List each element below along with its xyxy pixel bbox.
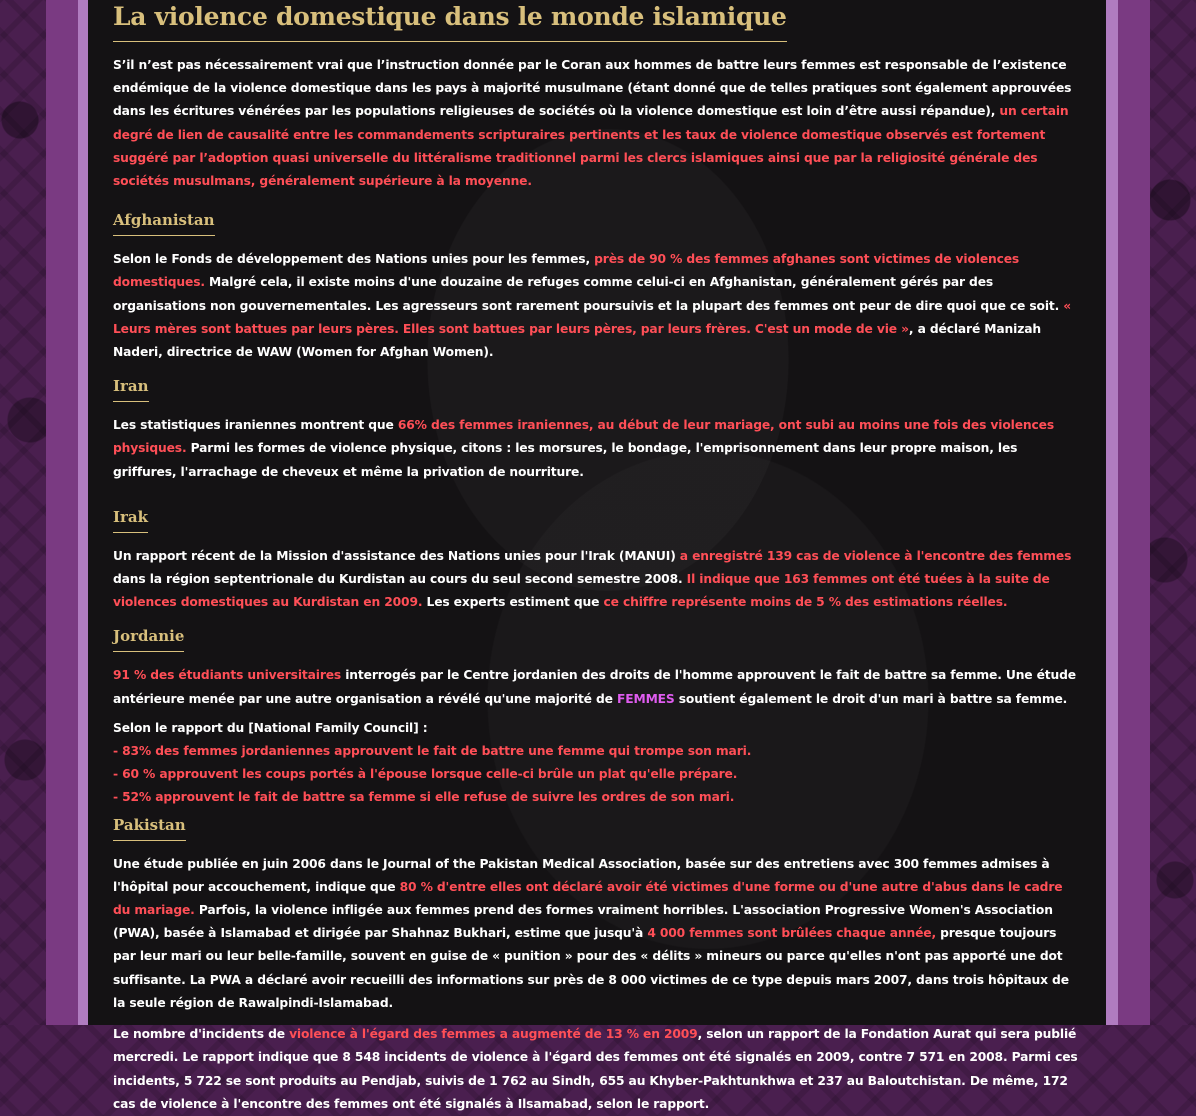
heading-jordanie: Jordanie <box>113 627 184 652</box>
iran-paragraph: Les statistiques iraniennes montrent que 66% des femmes iraniennes, au début de leur mariage, ont subi au moins une fois des violences physiques. Parmi les formes de violence physique, citons : les morsures, le bondage, l'emprisonnement dans leur propre maison, les griffures, l'arrachage de cheveux et même la privation de nourriture. <box>113 418 1055 479</box>
heading-iran: Iran <box>113 377 149 402</box>
jordanie-paragraph: 91 % des étudiants universitaires interrogés par le Centre jordanien des droits de l'homme approuvent le fait de battre sa femme. Une étude antérieure menée par une autre organisation a révélé qu'une majorité de FEMMES soutient également le droit d'un mari à battre sa femme. <box>113 668 1076 706</box>
pakistan-paragraph-2: Le nombre d'incidents de violence à l'égard des femmes a augmenté de 13 % en 2009, selon un rapport de la Fondation Aurat qui sera publié mercredi. Le rapport indique que 8 548 incidents de violence à l'égard des femmes ont été signalés en 2009, contre 7 571 en 2008. Parmi ces incidents, 5 722 se sont produits au Pendjab, suivis de 1 762 au Sindh, 655 au Khyber-Pakhtunkhwa et 237 au Baloutchistan. De même, 172 cas de violence à l'encontre des femmes ont été signalés à Ilsamabad, selon le rapport. <box>113 1027 1078 1111</box>
heading-pakistan: Pakistan <box>113 816 186 841</box>
intro-paragraph: S’il n’est pas nécessairement vrai que l’instruction donnée par le Coran aux hommes de battre leurs femmes est responsable de l’existence endémique de la violence domestique dans les pays à majorité musulmane (étant donné que de telles pratiques sont également approuvées dans les écritures vénérées par les populations religieuses de sociétés où la violence domestique est loin d’être aussi répandue), un certain degré de lien de causalité entre les commandements scripturaires pertinents et les taux de violence domestique observés est fortement suggéré par l’adoption quasi universelle du littéralisme traditionnel parmi les clercs islamiques ainsi que par la religiosité générale des sociétés musulmans, généralement supérieure à la moyenne. <box>113 58 1072 189</box>
irak-paragraph: Un rapport récent de la Mission d'assistance des Nations unies pour l'Irak (MANUI) a enregistré 139 cas de violence à l'encontre des femmes dans la région septentrionale du Kurdistan au cours du seul second semestre 2008. Il indique que 163 femmes ont été tuées à la suite de violences domestiques au Kurdistan en 2009. Les experts estiment que ce chiffre représente moins de 5 % des estimations réelles. <box>113 548 1072 610</box>
heading-afghanistan: Afghanistan <box>113 211 215 236</box>
jordanie-item: - 60 % approuvent les coups portés à l'épouse lorsque celle-ci brûle un plat qu'elle prépare. <box>113 767 738 782</box>
jordanie-report-label: Selon le rapport du [National Family Council] : <box>113 720 428 735</box>
heading-irak: Irak <box>113 508 148 533</box>
jordanie-item: - 52% approuvent le fait de battre sa femme si elle refuse de suivre les ordres de son mari. <box>113 790 735 805</box>
pakistan-paragraph-1: Une étude publiée en juin 2006 dans le Journal of the Pakistan Medical Association, basée sur des entretiens avec 300 femmes admises à l'hôpital pour accouchement, indique que 80 % d'entre elles ont déclaré avoir été victimes d'une forme ou d'une autre d'abus dans le cadre du mariage. Parfois, la violence infligée aux femmes prend des formes vraiment horribles. L'association Progressive Women's Association (PWA), basée à Islamabad et dirigée par Shahnaz Bukhari, estime que jusqu'à 4 000 femmes sont brûlées chaque année, presque toujours par leur mari ou leur belle-famille, souvent en guise de « punition » pour des « délits » mineurs ou parce qu'elles n'ont pas apporté une dot suffisante. La PWA a déclaré avoir recueilli des informations sur près de 8 000 victimes de ce type depuis mars 2007, dans trois hôpitaux de la seule région de Rawalpindi-Islamabad. <box>113 856 1069 1010</box>
page-title: La violence domestique dans le monde islamique <box>113 0 787 42</box>
article-panel <box>88 0 1106 1111</box>
jordanie-item: - 83% des femmes jordaniennes approuvent le fait de battre une femme qui trompe son mari. <box>113 744 752 759</box>
afghanistan-paragraph: Selon le Fonds de développement des Nations unies pour les femmes, près de 90 % des femmes afghanes sont victimes de violences domestiques. Malgré cela, il existe moins d'une douzaine de refuges comme celui-ci en Afghanistan, généralement gérés par des organisations non gouvernementales. Les agresseurs sont rarement poursuivis et la plupart des femmes ont peur de dire quoi que ce soit. « Leurs mères sont battues par leurs pères. Elles sont battues par leurs pères, par leurs frères. C'est un mode de vie », a déclaré Manizah Naderi, directrice de WAW (Women for Afghan Women). <box>113 252 1072 360</box>
